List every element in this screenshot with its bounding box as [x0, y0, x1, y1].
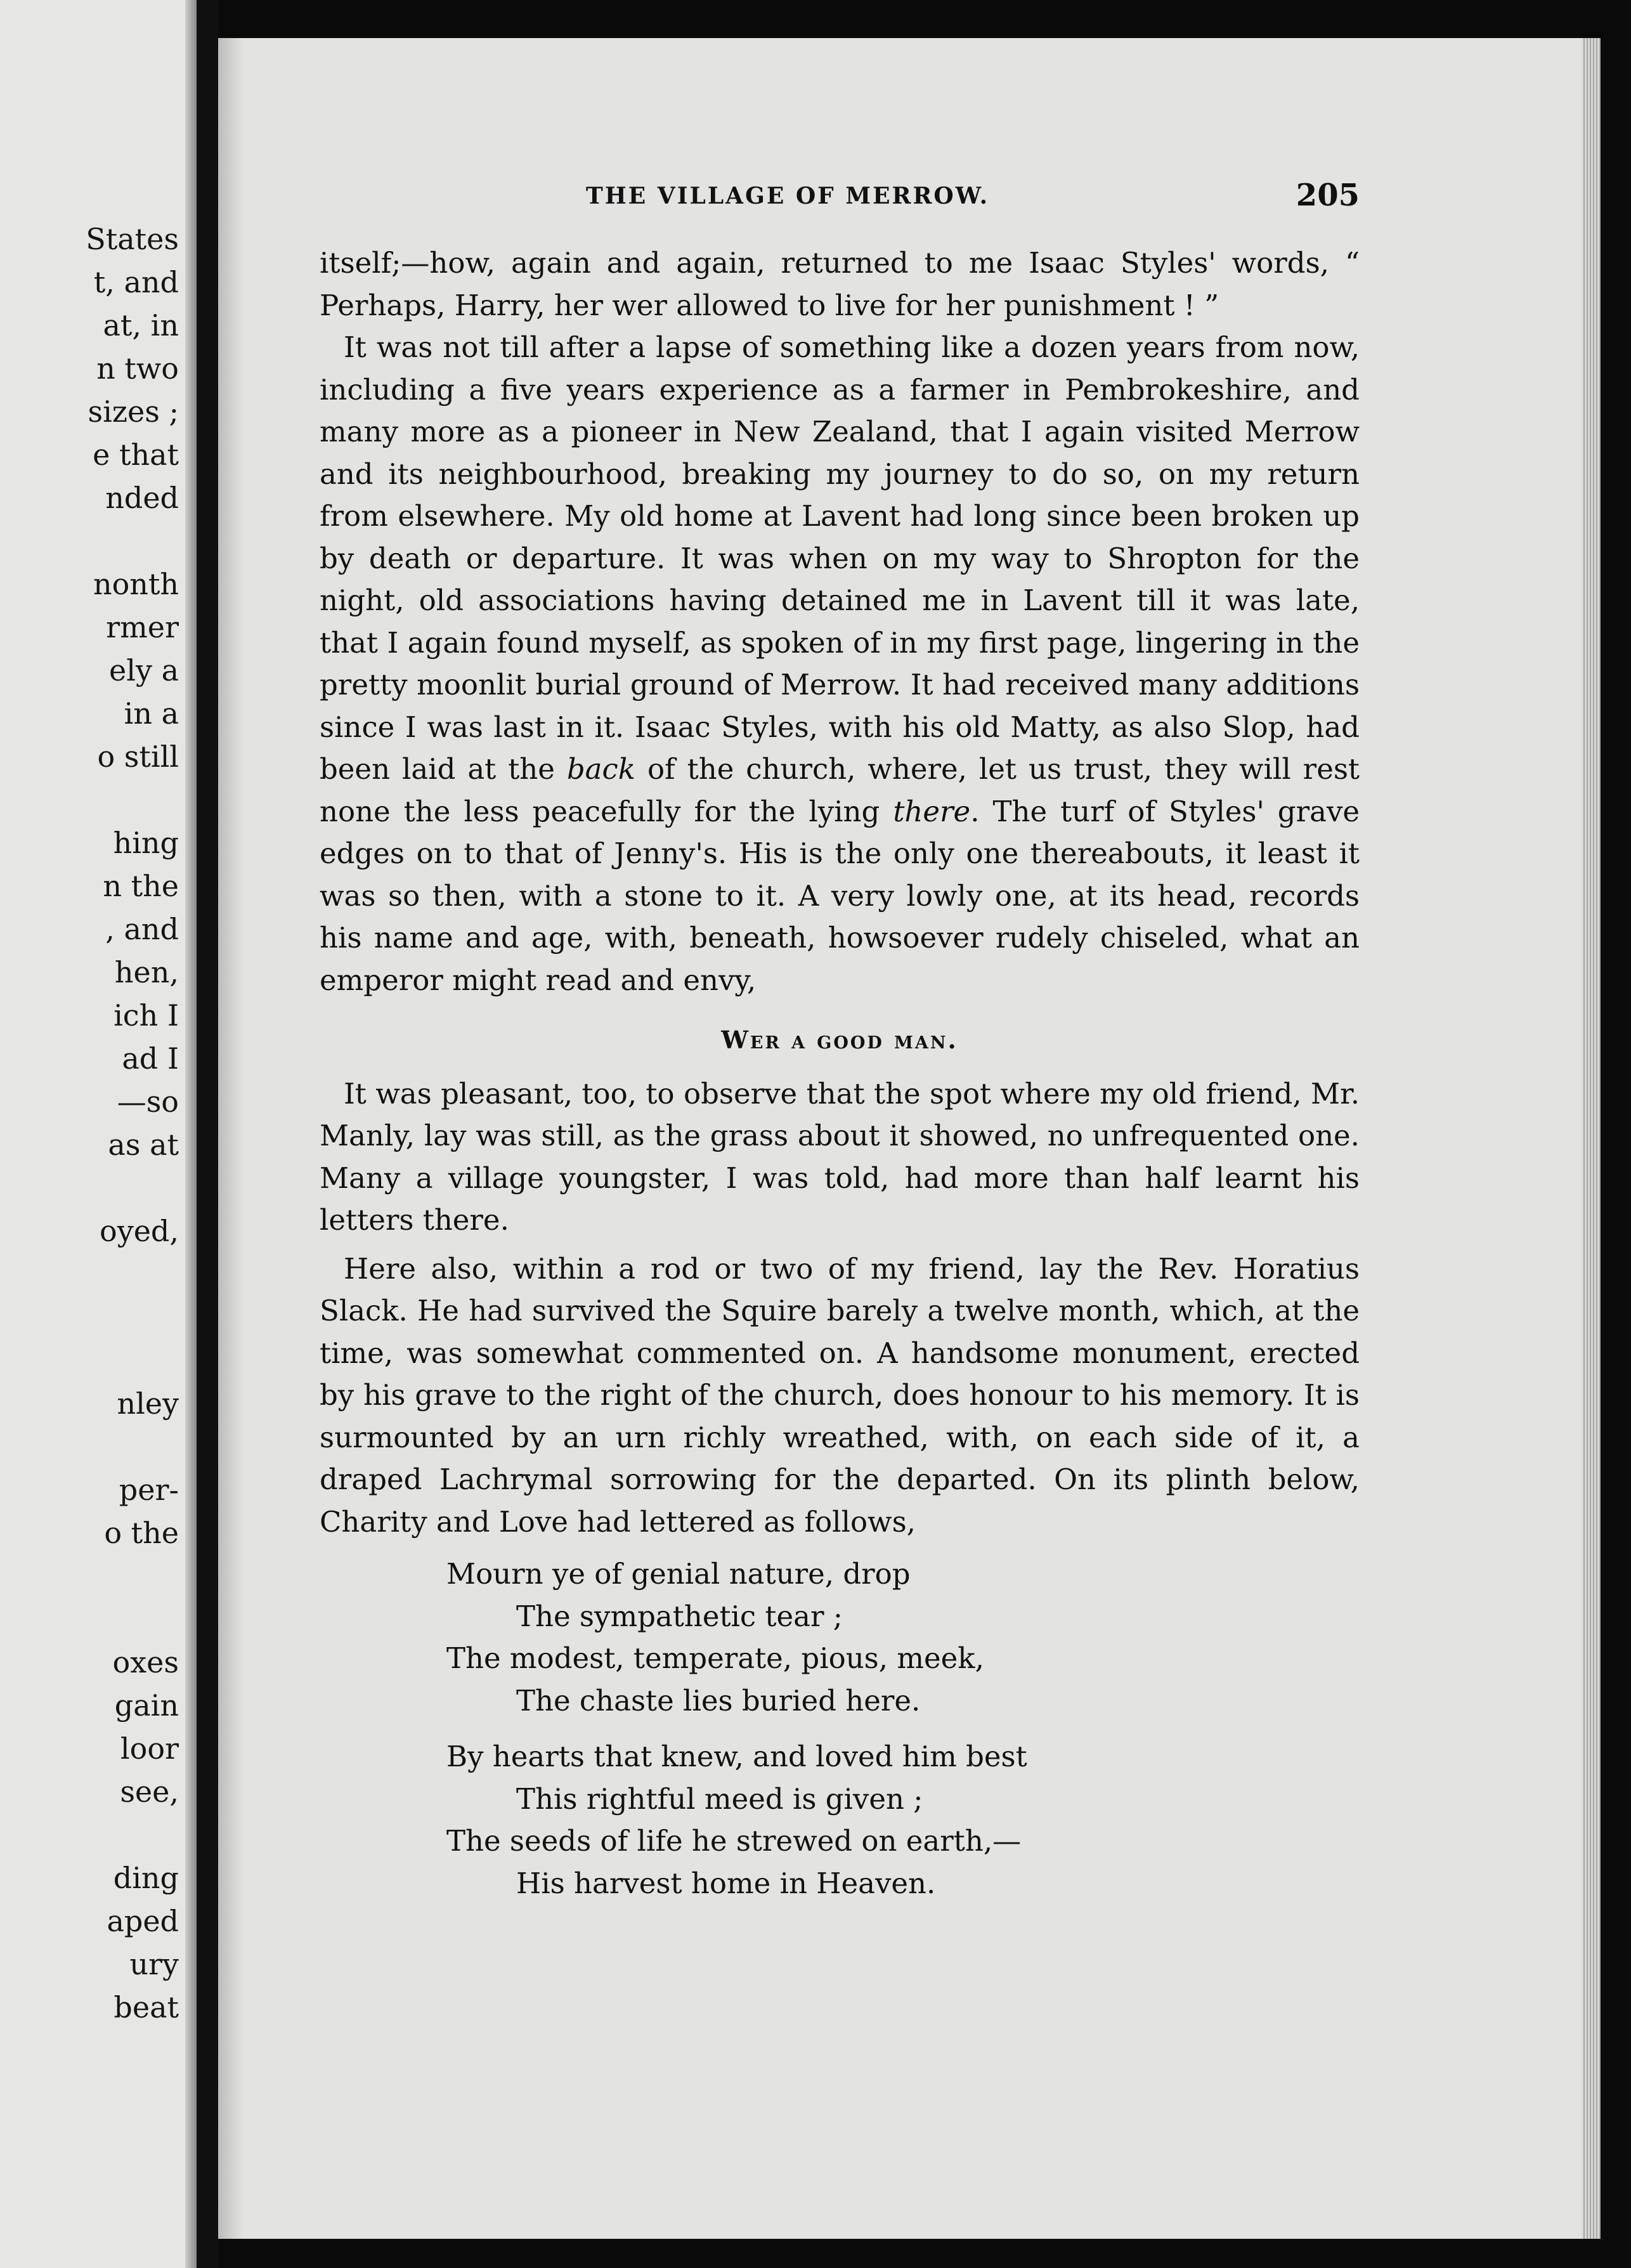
italic-word: back [566, 752, 635, 786]
poem-line: This rightful meed is given ; [516, 1782, 923, 1816]
left-page-fragment [0, 0, 197, 2268]
left-line: n two [96, 351, 179, 386]
right-page [218, 38, 1601, 2239]
left-line: rmer [106, 610, 179, 644]
paragraph: It was pleasant, too, to observe that the spot where my old friend, Mr. Manly, lay was still, as the grass about it showed, no unfrequented one. Many a village youngster, I was told, had more than half learnt his letters there. [320, 1076, 1360, 1237]
paragraph: itself;—how, again and again, returned to me Isaac Styles' words, “ Perhaps, Harry, her wer allowed to live for her punishment ! ” [320, 246, 1360, 322]
left-line: oxes [112, 1645, 179, 1679]
left-line: aped [107, 1904, 179, 1938]
italic-word: there [893, 794, 971, 828]
book-gutter [197, 0, 218, 2268]
epitaph-heading: Wer a good man. [721, 1026, 958, 1054]
page-shadow [218, 38, 244, 2239]
left-line: beat [114, 1990, 179, 2024]
left-line: loor [120, 1731, 179, 1766]
paragraph-segment: It was not till after a lapse of something like a dozen years from now, including a five years experience as a farmer in Pembrokeshire, and many more as a pioneer in New Zealand, that I again visited Merrow and its neighbourhood, breaking my journey to do so, on my return from elsewhere. My old home at Lavent had long since been broken up by death or departure. It was when on my way to Shropton for the night, old associations having detained me in Lavent till it was late, that I again found myself, as spoken of in my first page, lingering in the pretty moonlit burial ground of Merrow. It had received many additions since I was last in it. Isaac Styles, with his old Matty, as also Slop, had been laid at the [320, 330, 1360, 786]
poem-line: His harvest home in Heaven. [516, 1866, 936, 1900]
left-line: —so [117, 1085, 179, 1119]
poem-line: Mourn ye of genial nature, drop [446, 1557, 911, 1591]
page-stack-edge [1582, 38, 1601, 2239]
left-line: o still [97, 740, 179, 774]
left-line: ding [113, 1861, 179, 1895]
left-line: in a [124, 696, 179, 731]
left-line: ely a [109, 653, 179, 688]
running-title: THE VILLAGE OF MERROW. [586, 183, 990, 209]
paragraph: Here also, within a rod or two of my friend, lay the Rev. Horatius Slack. He had survived the Squire barely a twelve month, which, at the time, was somewhat commented on. A handsome monument, erected by his grave to the right of the church, does honour to his memory. It is surmounted by an urn richly wreathed, with, on each side of it, a draped Lachrymal sorrowing for the departed. On its plinth below, Charity and Love had lettered as follows, [320, 1251, 1360, 1539]
left-line: ury [129, 1947, 179, 1981]
paragraph-segment: of the church, where, let us trust, they will rest none the less peacefully for the lying [320, 752, 1360, 828]
poem-line: The chaste lies buried here. [516, 1683, 921, 1717]
left-line: nonth [93, 567, 179, 601]
left-line: ich I [114, 998, 179, 1033]
left-line: n the [103, 869, 179, 903]
left-line: nley [117, 1386, 179, 1421]
left-line: e that [93, 438, 179, 472]
running-header [320, 178, 1360, 227]
page-number: 205 [1296, 178, 1360, 213]
poem-line: The modest, temperate, pious, meek, [446, 1641, 984, 1675]
paragraph-segment: . The turf of Styles' grave edges on to that of Jenny's. His is the only one thereabouts, it least it was so then, with a stone to it. A very lowly one, at its head, records his name and age, with, beneath, howsoever rudely chiseled, what an emperor might read and envy, [320, 794, 1360, 997]
left-line: o the [104, 1516, 179, 1550]
poem-line: The seeds of life he strewed on earth,— [446, 1824, 1022, 1858]
left-line: at, in [103, 308, 179, 342]
left-line: , and [105, 912, 179, 946]
left-line: ad I [122, 1041, 179, 1076]
left-page-edge [185, 0, 197, 2268]
left-line: see, [120, 1775, 179, 1809]
left-line: States [86, 222, 179, 256]
paragraph [320, 327, 1360, 1001]
left-line: per- [119, 1473, 179, 1507]
body-text [320, 242, 1360, 1919]
left-line: as at [108, 1128, 179, 1162]
left-line: oyed, [100, 1214, 179, 1248]
poem-stanza [446, 1553, 1360, 1722]
poem-line: The sympathetic tear ; [516, 1599, 843, 1633]
poem-line: By hearts that knew, and loved him best [446, 1740, 1027, 1773]
left-line: hen, [114, 955, 179, 989]
left-line: sizes ; [88, 394, 179, 429]
epitaph-poem [446, 1553, 1360, 1905]
left-line: gain [114, 1688, 179, 1723]
left-line: t, and [93, 265, 179, 299]
left-line: hing [113, 826, 179, 860]
left-line: nded [105, 481, 179, 515]
poem-stanza [446, 1736, 1360, 1905]
